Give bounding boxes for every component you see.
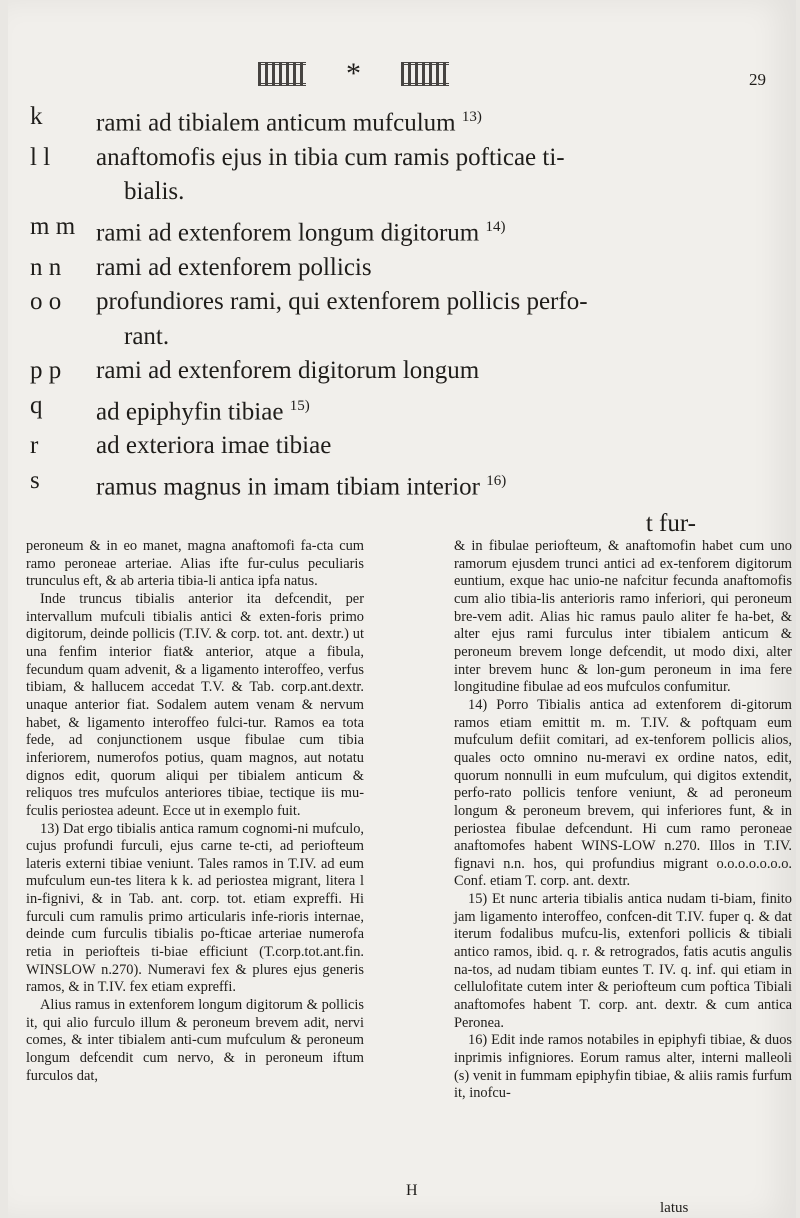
legend-text: ramus magnus in imam tibiam interior	[96, 473, 480, 501]
legend-label: s	[30, 466, 40, 494]
ornament-right-icon	[401, 62, 449, 86]
legend-text: rami ad extenforem pollicis	[96, 253, 372, 281]
note-ref: 15)	[289, 397, 310, 414]
ornament-left-icon	[258, 62, 306, 86]
legend-label: n n	[30, 253, 62, 281]
legend-item	[30, 464, 700, 505]
catchword: latus	[660, 1200, 689, 1216]
legend-item	[30, 354, 700, 389]
legend-item	[30, 285, 700, 320]
legend-text: profundiores rami, qui extenforem pollicis perfo-	[96, 288, 588, 316]
header-ornament	[258, 57, 449, 90]
legend-continuation: rant.	[124, 322, 170, 350]
legend-item	[30, 141, 700, 176]
figure-legend	[30, 100, 700, 541]
signature-mark: H	[406, 1182, 418, 1199]
legend-label: m m	[30, 212, 76, 240]
legend-label: p p	[30, 357, 62, 385]
page-number: 29	[749, 70, 766, 89]
legend-text: rami ad extenforem digitorum longum	[96, 357, 480, 385]
right-column	[454, 538, 792, 1103]
legend-label: l l	[30, 143, 51, 171]
legend-label: o o	[30, 288, 62, 316]
note-ref: 13)	[461, 109, 482, 125]
legend-tail: t fur-	[645, 509, 696, 537]
paragraph: & in fibulae perioftеum, & anaftomofin habet cum uno ramorum ejusdem trunci antici ad ex-tenforem digitorum euntium, exque hac unio-ne nafcitur fecunda anaftomofis cum alio tibia-lis anterioris ramo inferiori, qui peroneum bre-vem adit. Alias hic ramus paulo aliter fe ha-bet, & alter ejus rami furculus inter tibialem anticum & peroneum brevem longe defcendit, ut modo dixi, alter inter brevem hunc & lon-gum peroneum in ima fere longitudine fibulae ad eos mufculos confumitur.	[454, 538, 792, 696]
legend-text: ad epiphyfin tibiae	[96, 397, 284, 425]
legend-label: r	[30, 432, 39, 460]
paragraph: 14) Porro Tibialis antica ad extenforem di-gitorum ramos etiam emittit m. m. T.IV. & poftquam eum mufculum defiit comitari, ad ex-tenforem pollicis alios, quales octo omnino nu-meravi ex ordine natos, edit, quorum nonnulli in eum mufculum, qui digitos extendit, perfo-rato pollicis tenfore veniunt, & ad peroneum longum & peroneum brevem, qui inferiores funt, & in periostea fibulae defcendunt. Hi cum ramo peroneae anaftomofes habent WINS-LOW n.270. Illos in T.IV. fignavi n.n. hos, qui profundius migrant o.o.o.o.o.o.o. Conf. etiam T. corp. ant. dextr.	[454, 696, 792, 890]
legend-item	[30, 210, 700, 251]
paragraph: peroneum & in eo manet, magna anaftomofi fa-cta cum ramo peroneae arteriae. Alias ifte fur-culus peculiaris trunculus eft, & ab arteria tibia-li antica ipfa natus.	[26, 538, 364, 590]
legend-text: ad exteriora imae tibiae	[96, 432, 332, 460]
legend-text: anaftomofis ejus in tibia cum ramis pofticae ti-	[96, 143, 565, 171]
paragraph: 16) Edit inde ramos notabiles in epiphyfi tibiae, & duos inprimis infigniores. Eorum ramus alter, interni malleoli (s) venit in fummam epiphyfin tibiae, & aliis ramis furfum it, inofcu-	[454, 1032, 792, 1102]
legend-continuation: bialis.	[124, 178, 185, 206]
body-columns	[26, 538, 792, 1103]
legend-item	[30, 251, 700, 286]
paragraph: 13) Dat ergo tibialis antica ramum cognomi-ni mufculo, cujus profundi furculi, ejus carne te-cti, ad perioftеum lateris externi tibiae veniunt. Tales ramos in T.IV. ad eum mufculum eun-tes litera k k. ad periostea migrant, litera l in-fignivi, & in Tab. ant. corp. tot. etiam expreffi. Hi furculi cum ramulis primo articularis infe-rioris internae, deinde cum furculis tibialis po-fticae arteriae numerofa retia in perioftеis ti-biae efficiunt (T.corp.tot.ant.fin. WINSLOW n.270). Numeravi fex & plures ejus generis ramos, & in T.IV. fex etiam expreffi.	[26, 820, 364, 996]
paragraph: Alius ramus in extenforem longum digitorum & pollicis it, qui alio furculo illum & peroneum brevem adit, nervi comes, & inter tibialem anti-cum mufculum & peroneum longum defcendit cum nervo, & in peroneum iftum furculos dat,	[26, 997, 364, 1084]
header-asterisk: *	[346, 57, 361, 90]
legend-label: q	[30, 391, 43, 419]
legend-label: k	[30, 103, 43, 130]
legend-item	[30, 100, 700, 141]
legend-text: rami ad tibialem anticum mufculum	[96, 109, 456, 137]
note-ref: 16)	[486, 472, 507, 489]
left-column	[26, 538, 364, 1103]
legend-item	[30, 389, 700, 430]
legend-item	[30, 429, 700, 464]
paragraph: Inde truncus tibialis anterior ita defcendit, per intervallum mufculi tibialis antici & exten-foris primo digitorum, deinde pollicis (T.IV. & corp. tot. ant. dextr.) ut una fenfim interior fiat& anterior, atque a fibula, fecundum quam advenit, & a ligamento interoffeo, verfus tibiam, & hallucem accedat T.V. & Tab. corp.ant.dextr. unaque anterior fiat. Sodalem autem venam & nervum habet, & ligamento interoffeo fulci-tur. Ramos ea tota fede, ad conjunctionem usque fibulae cum tibia inferiorem, numerofos potius, quam magnos, aut notatu dignos edit, quorum aliqui per tibialem anticum & reliquos tres mufculos anteriores tibiae, tectique iis mu-fculis periostea adeunt. Ecce ut in exemplo fuit.	[26, 590, 364, 819]
book-page	[8, 0, 796, 1218]
paragraph: 15) Et nunc arteria tibialis antica nudam ti-biam, finito jam ligamento interoffeo, confcen-dit T.IV. fuper q. & dat iterum fodalibus mufcu-lis, extenfori pollicis & tibiali antico ramos, ibid. q. r. & retrogrados, fatis acutis angulis na-tos, ad nudam tibiam euntes T. IV. q. inf. qui etiam in cellulofitate cutem inter & perioftеum cum poftica Tibiali anaftomofes habent T. corp. ant. dextr. & cum antica Peronea.	[454, 891, 792, 1031]
note-ref: 14)	[485, 218, 506, 235]
legend-text: rami ad extenforem longum digitorum	[96, 219, 480, 247]
